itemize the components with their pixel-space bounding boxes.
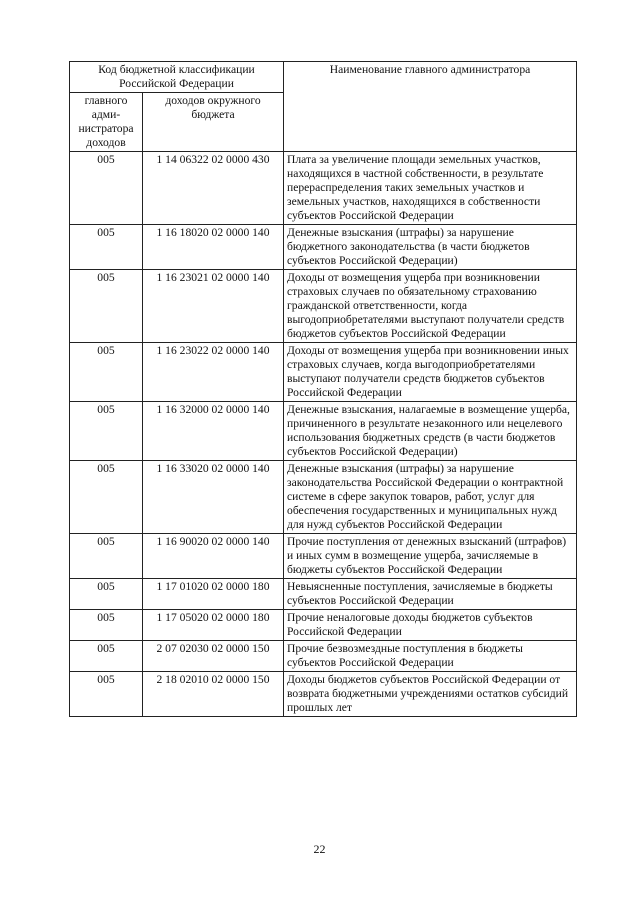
kbk-code-cell: 1 14 06322 02 0000 430 <box>143 152 284 225</box>
admin-code-cell: 005 <box>70 461 143 534</box>
table-row <box>70 534 577 579</box>
admin-code-cell: 005 <box>70 534 143 579</box>
table-row <box>70 225 577 270</box>
admin-code-cell: 005 <box>70 270 143 343</box>
kbk-code-cell: 2 07 02030 02 0000 150 <box>143 641 284 672</box>
kbk-code-cell: 1 16 32000 02 0000 140 <box>143 402 284 461</box>
budget-classification-table <box>69 61 577 717</box>
table-body <box>70 152 577 717</box>
table-row <box>70 402 577 461</box>
administrator-name-cell: Денежные взыскания, налагаемые в возмещение ущерба, причиненного в результате незаконного или нецелевого использования бюджетных средств (в части бюджетов субъектов Российской Федерации) <box>284 402 577 461</box>
admin-code-cell: 005 <box>70 402 143 461</box>
admin-code-cell: 005 <box>70 343 143 402</box>
administrator-name-cell: Прочие безвозмездные поступления в бюджеты субъектов Российской Федерации <box>284 641 577 672</box>
table-row <box>70 579 577 610</box>
table-row <box>70 343 577 402</box>
table-row <box>70 610 577 641</box>
administrator-name-cell: Денежные взыскания (штрафы) за нарушение законодательства Российской Федерации о контрактной системе в сфере закупок товаров, работ, услуг для обеспечения государственных и муниципальных нужд для нужд субъектов Российской Федерации <box>284 461 577 534</box>
kbk-code-cell: 2 18 02010 02 0000 150 <box>143 672 284 717</box>
header-administrator-name: Наименование главного администратора <box>284 62 577 152</box>
table-header-row <box>70 62 577 93</box>
kbk-code-cell: 1 17 01020 02 0000 180 <box>143 579 284 610</box>
header-budget-code: Код бюджетной классификации Российской Федерации <box>70 62 284 93</box>
admin-code-cell: 005 <box>70 672 143 717</box>
table-row <box>70 461 577 534</box>
administrator-name-cell: Прочие неналоговые доходы бюджетов субъектов Российской Федерации <box>284 610 577 641</box>
table-row <box>70 641 577 672</box>
administrator-name-cell: Плата за увеличение площади земельных участков, находящихся в частной собственности, в результате перераспределения таких земельных участков и земельных участков, находящихся в собственности субъектов Российской Федерации <box>284 152 577 225</box>
administrator-name-cell: Доходы от возмещения ущерба при возникновении страховых случаев по обязательному страхованию гражданской ответственности, когда выгодоприобретателями выступают получатели средств бюджетов субъектов Российской Федерации <box>284 270 577 343</box>
header-main-administrator: главного адми-нистратора доходов <box>70 93 143 152</box>
header-district-budget-income: доходов окружного бюджета <box>143 93 284 152</box>
page-number: 22 <box>313 842 326 856</box>
table-row <box>70 672 577 717</box>
admin-code-cell: 005 <box>70 641 143 672</box>
administrator-name-cell: Доходы бюджетов субъектов Российской Федерации от возврата бюджетными учреждениями остатков субсидий прошлых лет <box>284 672 577 717</box>
kbk-code-cell: 1 17 05020 02 0000 180 <box>143 610 284 641</box>
kbk-code-cell: 1 16 23021 02 0000 140 <box>143 270 284 343</box>
admin-code-cell: 005 <box>70 579 143 610</box>
administrator-name-cell: Доходы от возмещения ущерба при возникновении иных страховых случаев, когда выгодоприобретателями выступают получатели средств бюджетов субъектов Российской Федерации <box>284 343 577 402</box>
administrator-name-cell: Прочие поступления от денежных взысканий (штрафов) и иных сумм в возмещение ущерба, зачисляемые в бюджеты субъектов Российской Федерации <box>284 534 577 579</box>
administrator-name-cell: Невыясненные поступления, зачисляемые в бюджеты субъектов Российской Федерации <box>284 579 577 610</box>
kbk-code-cell: 1 16 33020 02 0000 140 <box>143 461 284 534</box>
table-row <box>70 152 577 225</box>
admin-code-cell: 005 <box>70 225 143 270</box>
admin-code-cell: 005 <box>70 610 143 641</box>
kbk-code-cell: 1 16 90020 02 0000 140 <box>143 534 284 579</box>
kbk-code-cell: 1 16 18020 02 0000 140 <box>143 225 284 270</box>
table-row <box>70 270 577 343</box>
kbk-code-cell: 1 16 23022 02 0000 140 <box>143 343 284 402</box>
administrator-name-cell: Денежные взыскания (штрафы) за нарушение бюджетного законодательства (в части бюджетов субъектов Российской Федерации) <box>284 225 577 270</box>
admin-code-cell: 005 <box>70 152 143 225</box>
